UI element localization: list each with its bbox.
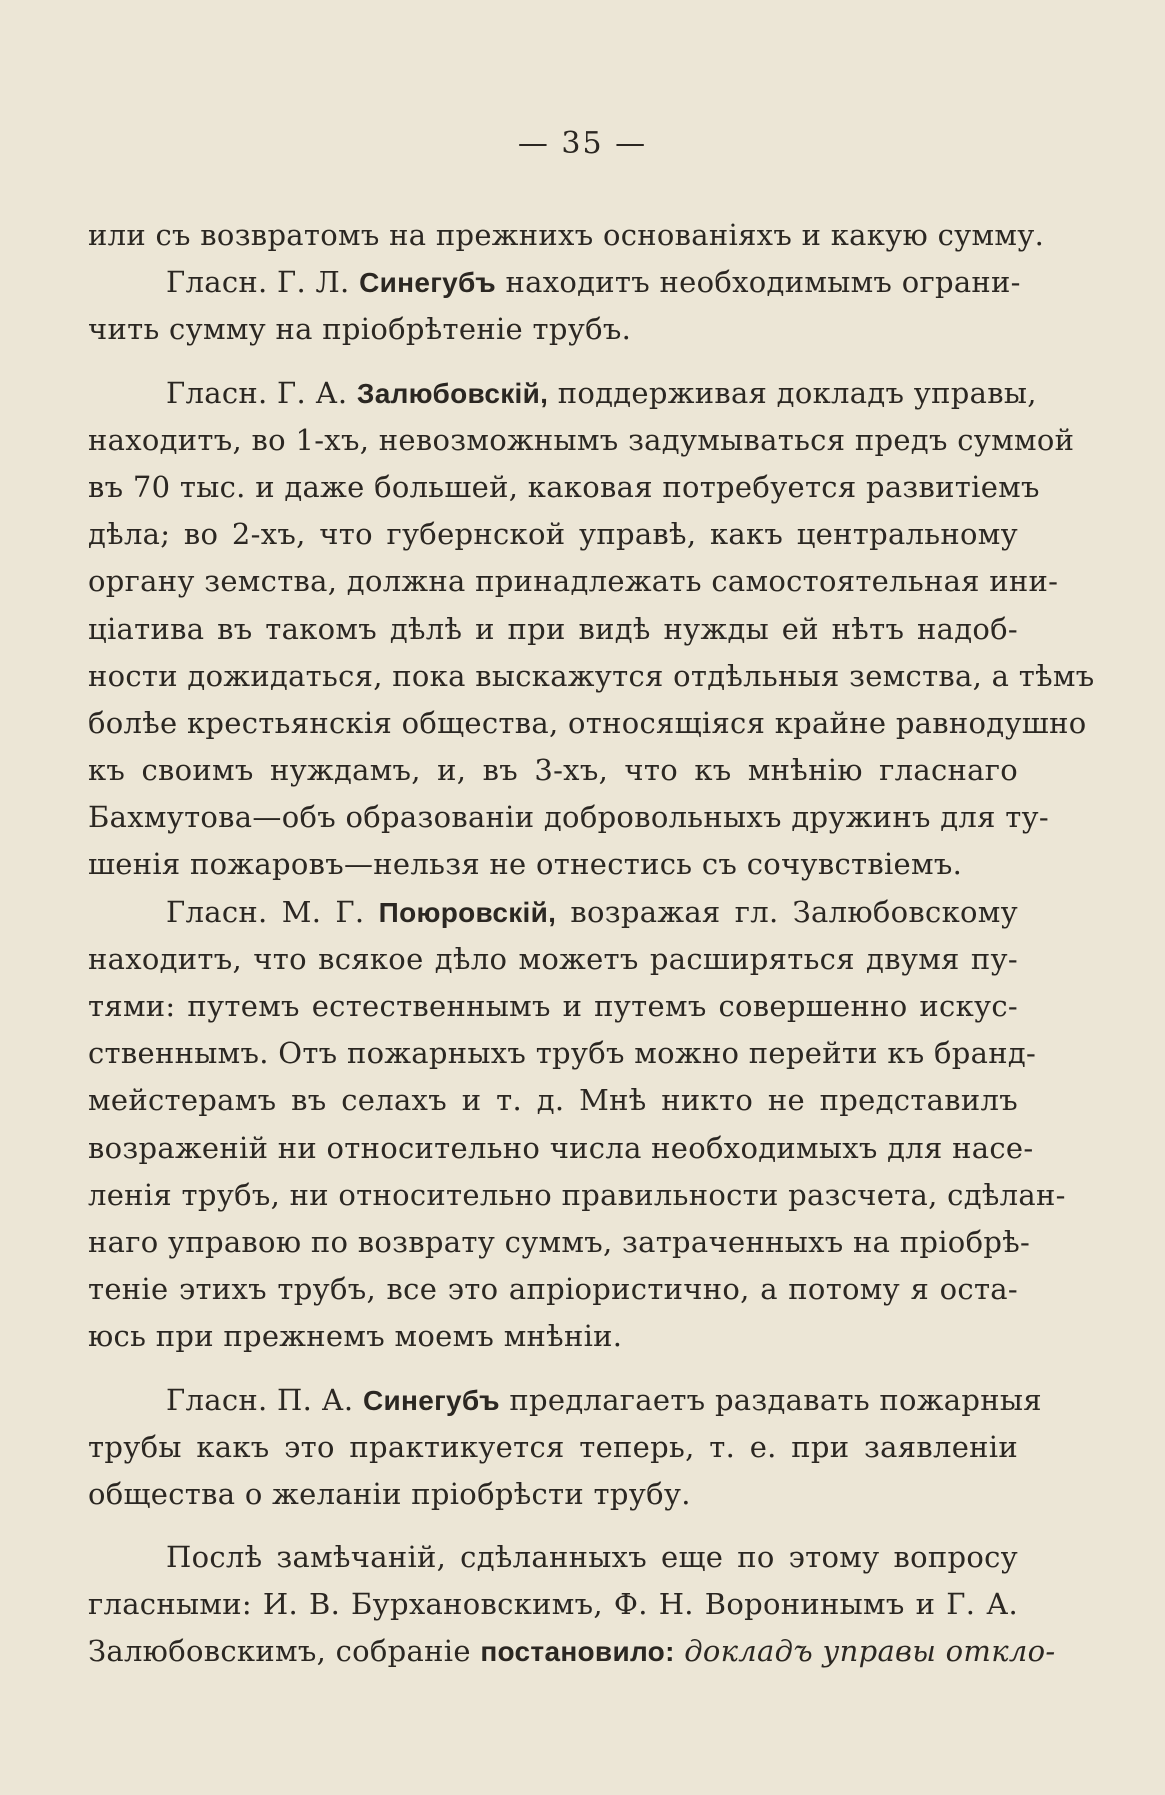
page-number: — 35 — (517, 126, 648, 161)
text-line: къ своимъ нуждамъ, и, въ 3-хъ, что къ мнѣнію гласнаго (88, 753, 1018, 788)
text-line: ственнымъ. Отъ пожарныхъ трубъ можно перейти къ бранд- (88, 1036, 1037, 1071)
speaker-name: Синегубъ (362, 1384, 500, 1416)
text-line: Гласн. Г. А. Залюбовскій, поддерживая докладъ управы, (166, 375, 1037, 410)
text-line: шенія пожаровъ—нельзя не отнестись съ сочувствіемъ. (88, 847, 963, 882)
text-line: Гласн. Г. Л. Синегубъ находитъ необходимымъ ограни- (166, 265, 1021, 300)
text-line: Гласн. М. Г. Поюровскій, возражая гл. Залюбовскому (166, 894, 1019, 929)
text-line: ленія трубъ, ни относительно правильности разсчета, сдѣлан- (88, 1177, 1066, 1212)
text-line: чить сумму на пріобрѣтеніе трубъ. (88, 312, 632, 347)
text-line: наго управою по возврату суммъ, затраченныхъ на пріобрѣ- (88, 1224, 1031, 1259)
text-line: трубы какъ это практикуется теперь, т. е. при заявленіи (88, 1429, 1018, 1464)
text-line: Бахмутова—объ образованіи добровольныхъ дружинъ для ту- (88, 800, 1050, 835)
speaker-name: Залюбовскій, (356, 377, 549, 409)
text-line: въ 70 тыс. и даже большей, каковая потребуется развитіемъ (88, 469, 1040, 504)
text-line: возраженій ни относительно числа необходимыхъ для насе- (88, 1130, 1034, 1165)
text-line: дѣла; во 2-хъ, что губернской управѣ, какъ центральному (88, 517, 1018, 552)
text-line: находитъ, что всякое дѣло можетъ расширяться двумя пу- (88, 941, 1018, 976)
text-line: мейстерамъ въ селахъ и т. д. Мнѣ никто не представилъ (88, 1083, 1018, 1118)
text-line: юсь при прежнемъ моемъ мнѣніи. (88, 1319, 623, 1354)
text-line: ности дожидаться, пока выскажутся отдѣльныя земства, а тѣмъ (88, 658, 1095, 693)
text-line: теніе этихъ трубъ, все это апріористично, а потому я оста- (88, 1272, 1018, 1307)
text-line: Гласн. П. А. Синегубъ предлагаетъ раздавать пожарныя (166, 1382, 1042, 1417)
italic-resolution: докладъ управы откло- (674, 1634, 1056, 1669)
speaker-name: Поюровскій, (378, 896, 557, 928)
speaker-name: Синегубъ (359, 267, 496, 299)
text-line: или съ возвратомъ на прежнихъ основаніяхъ и какую сумму. (88, 218, 1045, 252)
text-line: органу земства, должна принадлежать самостоятельная ини- (88, 564, 1059, 599)
text-line: тями: путемъ естественнымъ и путемъ совершенно искус- (88, 989, 1018, 1023)
text-line: общества о желаніи пріобрѣсти трубу. (88, 1476, 691, 1511)
text-line: находитъ, во 1-хъ, невозможнымъ задумываться предъ суммой (88, 422, 1075, 457)
text-line: Залюбовскимъ, собраніе постановило: докладъ управы откло- (88, 1634, 1056, 1669)
text-line: болѣе крестьянскія общества, относящіяся крайне равнодушно (88, 705, 1087, 740)
body-text (88, 212, 1095, 1676)
resolution-keyword: постановило: (480, 1636, 675, 1668)
text-line: гласными: И. В. Бурхановскимъ, Ф. Н. Воронинымъ и Г. А. (88, 1587, 1018, 1622)
text-line: ціатива въ такомъ дѣлѣ и при видѣ нужды ей нѣтъ надоб- (88, 611, 1018, 646)
text-line: Послѣ замѣчаній, сдѣланныхъ еще по этому вопросу (166, 1540, 1018, 1575)
